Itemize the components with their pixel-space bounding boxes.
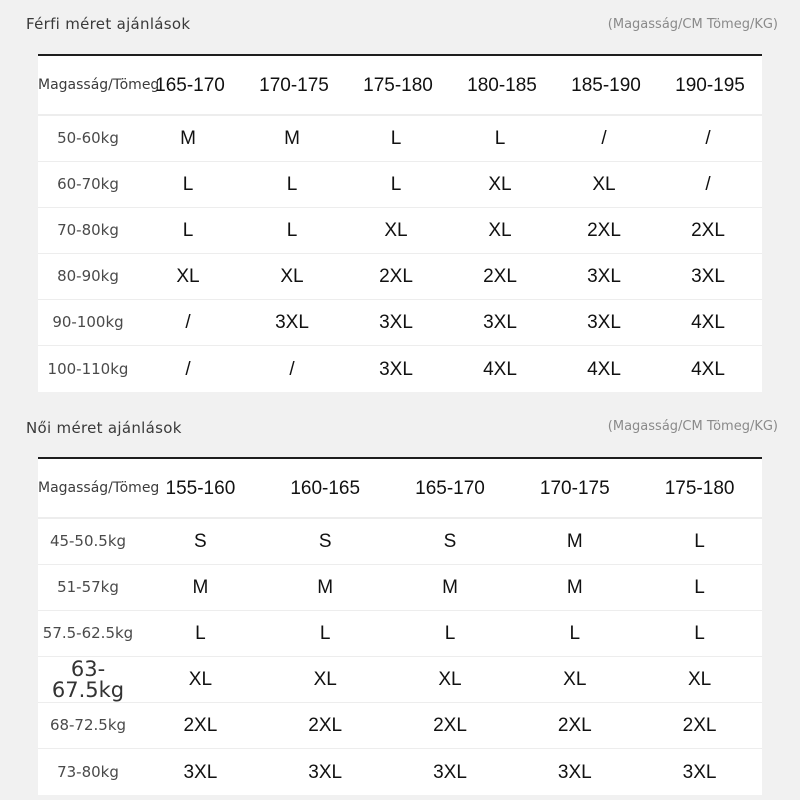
women-height-header: 160-165 xyxy=(290,477,361,499)
women-size-table xyxy=(38,457,762,795)
women-table-row xyxy=(38,657,762,703)
men-height-header: 190-195 xyxy=(675,74,745,96)
women-section-title: Női méret ajánlások xyxy=(26,419,182,437)
women-size-cell: 3XL xyxy=(308,761,343,783)
men-size-cell: 3XL xyxy=(483,312,517,333)
men-size-cell: 4XL xyxy=(587,358,621,380)
men-size-cell: L xyxy=(390,174,402,195)
women-size-cell: M xyxy=(192,577,209,598)
women-size-cell: XL xyxy=(438,669,462,690)
men-weight-label: 90-100kg xyxy=(52,313,124,331)
men-section-title: Férfi méret ajánlások xyxy=(26,15,191,33)
women-size-cell: 3XL xyxy=(682,761,717,783)
women-height-header: 175-180 xyxy=(664,477,735,499)
men-size-cell: L xyxy=(182,174,194,195)
men-size-cell: / xyxy=(185,358,191,380)
men-table-row xyxy=(38,254,762,300)
women-height-header: 165-170 xyxy=(415,477,485,499)
men-size-cell: 3XL xyxy=(587,312,621,333)
women-size-cell: XL xyxy=(687,669,712,690)
men-size-cell: M xyxy=(180,128,196,149)
men-height-header: 180-185 xyxy=(467,74,537,96)
men-size-cell: 3XL xyxy=(691,266,725,287)
women-size-cell: L xyxy=(694,531,705,552)
men-size-cell: M xyxy=(284,128,300,149)
women-table-row xyxy=(38,749,762,795)
men-weight-label: 50-60kg xyxy=(57,129,119,147)
men-size-cell: / xyxy=(601,128,607,149)
men-size-cell: 2XL xyxy=(691,220,725,241)
men-height-header: 165-170 xyxy=(155,74,225,96)
women-height-header: 155-160 xyxy=(165,477,236,499)
women-size-cell: M xyxy=(566,531,583,552)
men-weight-label: 80-90kg xyxy=(57,267,119,285)
men-weight-label: 60-70kg xyxy=(57,175,119,193)
men-table-row xyxy=(38,300,762,346)
women-table-row xyxy=(38,565,762,611)
men-size-cell: L xyxy=(494,128,506,149)
men-size-cell: XL xyxy=(592,174,616,195)
men-table-row xyxy=(38,208,762,254)
men-size-cell: L xyxy=(182,220,194,241)
men-size-cell: L xyxy=(390,128,402,149)
men-size-cell: L xyxy=(286,220,298,241)
men-size-cell: / xyxy=(705,128,711,149)
men-size-cell: L xyxy=(286,174,298,195)
women-weight-label: 63-67.5kg xyxy=(51,656,125,702)
men-table-row xyxy=(38,116,762,162)
men-height-header: 185-190 xyxy=(571,74,641,96)
men-header-row xyxy=(38,56,762,116)
women-size-cell: L xyxy=(694,623,705,644)
women-size-cell: M xyxy=(566,577,583,598)
men-size-table xyxy=(38,54,762,392)
men-size-cell: XL xyxy=(176,266,200,287)
women-size-cell: 2XL xyxy=(433,715,467,736)
men-size-cell: 3XL xyxy=(379,358,413,380)
women-table-row xyxy=(38,519,762,565)
men-size-cell: / xyxy=(289,358,295,380)
women-weight-label: 51-57kg xyxy=(57,578,119,596)
men-size-cell: 2XL xyxy=(483,266,517,287)
men-size-cell: 4XL xyxy=(691,358,725,380)
men-size-cell: 3XL xyxy=(587,266,621,287)
men-height-header: 170-175 xyxy=(259,74,329,96)
women-size-cell: 3XL xyxy=(557,761,592,783)
women-height-header: 170-175 xyxy=(539,477,610,499)
women-size-cell: S xyxy=(443,531,457,552)
women-size-cell: M xyxy=(442,577,458,598)
men-size-cell: XL xyxy=(280,266,304,287)
men-unit-note: (Magasság/CM Tömeg/KG) xyxy=(607,17,778,32)
men-corner-label: Magasság/Tömeg xyxy=(38,77,160,93)
women-size-cell: S xyxy=(194,531,207,552)
men-size-cell: 2XL xyxy=(379,266,413,287)
women-size-cell: L xyxy=(319,623,331,644)
women-size-cell: 2XL xyxy=(557,715,592,736)
women-weight-label: 73-80kg xyxy=(57,762,119,781)
men-size-cell: 2XL xyxy=(587,220,621,241)
women-size-cell: 3XL xyxy=(183,761,218,783)
women-size-cell: XL xyxy=(563,669,587,690)
men-size-cell: XL xyxy=(488,220,512,241)
men-size-cell: / xyxy=(185,312,191,333)
women-size-cell: L xyxy=(569,623,581,644)
men-size-cell: XL xyxy=(488,174,512,195)
men-size-cell: 4XL xyxy=(691,312,725,333)
women-size-cell: 2XL xyxy=(183,715,218,736)
women-size-cell: XL xyxy=(188,669,213,690)
men-weight-label: 70-80kg xyxy=(57,221,119,239)
women-header-row xyxy=(38,459,762,519)
women-corner-label: Magasság/Tömeg xyxy=(38,480,160,496)
women-size-cell: L xyxy=(195,623,206,644)
women-size-cell: 3XL xyxy=(433,761,467,783)
men-table-row xyxy=(38,162,762,208)
men-table-row xyxy=(38,346,762,392)
women-unit-note: (Magasság/CM Tömeg/KG) xyxy=(607,419,778,434)
women-table-row xyxy=(38,611,762,657)
men-size-cell: 3XL xyxy=(379,312,413,333)
men-size-cell: / xyxy=(705,174,711,195)
women-size-cell: L xyxy=(694,577,705,598)
women-size-cell: XL xyxy=(313,669,337,690)
women-size-cell: L xyxy=(444,623,456,644)
men-size-cell: 4XL xyxy=(483,358,517,380)
men-size-cell: XL xyxy=(384,220,408,241)
women-weight-label: 68-72.5kg xyxy=(49,716,127,734)
men-weight-label: 100-110kg xyxy=(47,359,129,378)
women-size-cell: 2XL xyxy=(308,715,343,736)
men-size-cell: 3XL xyxy=(275,312,309,333)
women-weight-label: 45-50.5kg xyxy=(49,532,127,550)
women-size-cell: S xyxy=(318,531,332,552)
women-weight-label: 57.5-62.5kg xyxy=(42,624,134,642)
men-height-header: 175-180 xyxy=(363,74,433,96)
women-size-cell: 2XL xyxy=(682,715,717,736)
women-size-cell: M xyxy=(317,577,334,598)
women-table-row xyxy=(38,703,762,749)
